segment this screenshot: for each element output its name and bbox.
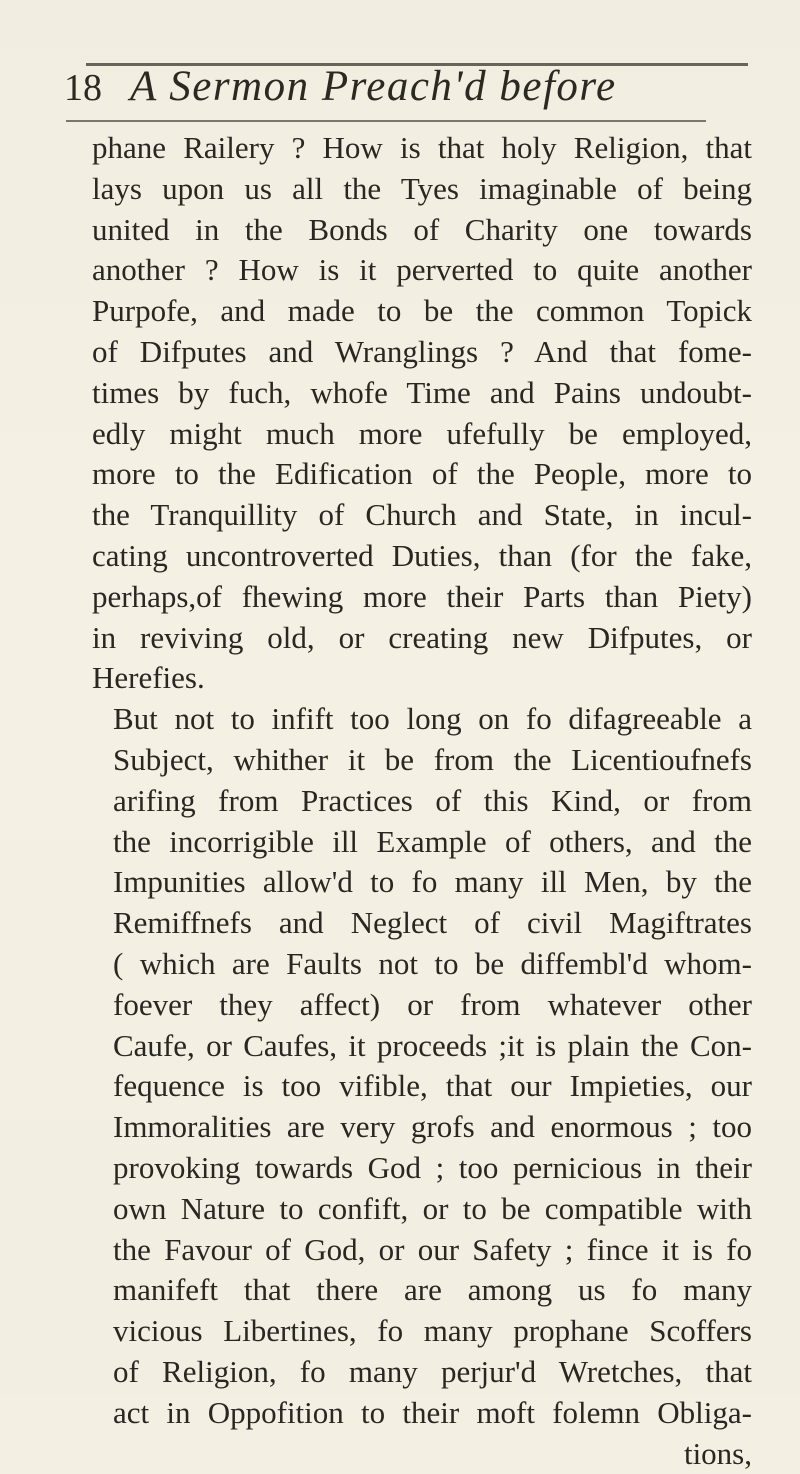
text-line: the incorrigible ill Example of others, and the bbox=[92, 822, 752, 863]
text-line: lays upon us all the Tyes imaginable of being bbox=[92, 169, 752, 210]
text-line: Immoralities are very grofs and enormous ; too bbox=[92, 1107, 752, 1148]
text-line: of Difputes and Wranglings ? And that fome- bbox=[92, 332, 752, 373]
text-line: the Favour of God, or our Safety ; fince it is fo bbox=[92, 1230, 752, 1271]
text-line: act in Oppofition to their moft folemn Obliga- bbox=[92, 1393, 752, 1434]
text-line: more to the Edification of the People, more to bbox=[92, 454, 752, 495]
text-line: the Tranquillity of Church and State, in incul- bbox=[92, 495, 752, 536]
text-line: edly might much more ufefully be employed, bbox=[92, 414, 752, 455]
body-text bbox=[92, 128, 752, 1474]
page-number: 18 bbox=[64, 66, 102, 110]
text-line: fequence is too vifible, that our Impieties, our bbox=[92, 1066, 752, 1107]
text-line: cating uncontroverted Duties, than (for the fake, bbox=[92, 536, 752, 577]
text-line: foever they affect) or from whatever other bbox=[92, 985, 752, 1026]
text-line: united in the Bonds of Charity one towards bbox=[92, 210, 752, 251]
text-line: vicious Libertines, fo many prophane Scoffers bbox=[92, 1311, 752, 1352]
text-line: in reviving old, or creating new Difputes, or bbox=[92, 618, 752, 659]
text-line: times by fuch, whofe Time and Pains undoubt- bbox=[92, 373, 752, 414]
text-line: Subject, whither it be from the Licentioufnefs bbox=[92, 740, 752, 781]
text-line: ( which are Faults not to be diffembl'd whom- bbox=[92, 944, 752, 985]
text-line: manifeft that there are among us fo many bbox=[92, 1270, 752, 1311]
text-line: provoking towards God ; too pernicious in their bbox=[92, 1148, 752, 1189]
text-line: Impunities allow'd to fo many ill Men, by the bbox=[92, 862, 752, 903]
text-line: perhaps,of fhewing more their Parts than Piety) bbox=[92, 577, 752, 618]
text-line: Caufe, or Caufes, it proceeds ;it is plain the Con- bbox=[92, 1026, 752, 1067]
text-line: of Religion, fo many perjur'd Wretches, that bbox=[92, 1352, 752, 1393]
running-head: A Sermon Preach'd before bbox=[130, 62, 617, 111]
text-line: Remiffnefs and Neglect of civil Magiftrates bbox=[92, 903, 752, 944]
text-line: another ? How is it perverted to quite another bbox=[92, 250, 752, 291]
header-rule bbox=[66, 120, 706, 122]
text-line: arifing from Practices of this Kind, or from bbox=[92, 781, 752, 822]
text-line: phane Railery ? How is that holy Religion, that bbox=[92, 128, 752, 169]
page-header bbox=[64, 62, 754, 118]
text-line: tions, bbox=[92, 1434, 752, 1474]
text-line: Herefies. bbox=[92, 658, 752, 699]
text-line: own Nature to confift, or to be compatible with bbox=[92, 1189, 752, 1230]
text-line: But not to infift too long on fo difagreeable a bbox=[92, 699, 752, 740]
text-line: Purpofe, and made to be the common Topick bbox=[92, 291, 752, 332]
